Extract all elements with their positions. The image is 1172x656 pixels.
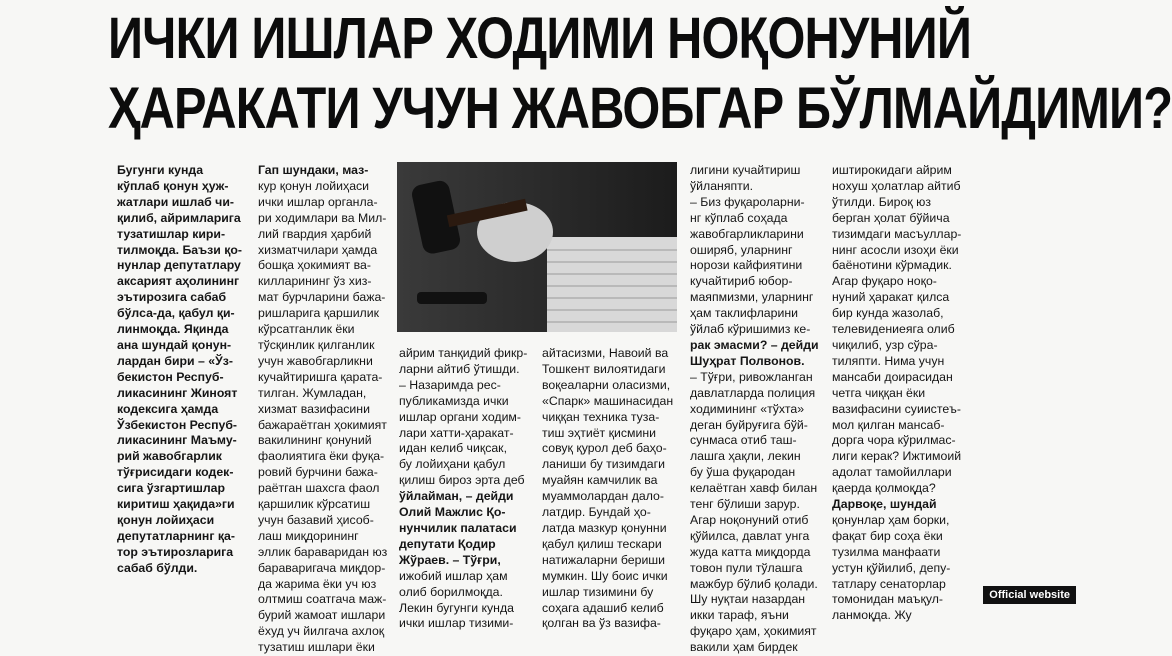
column-line: – Тўғри, ривожланган <box>690 369 813 384</box>
column-line: мажбур бўлиб қолади. <box>690 576 818 591</box>
column-line: латдир. Бундай ҳо- <box>542 505 651 520</box>
column-line: – Назаримда рес- <box>399 377 501 392</box>
column-line: чиққан техника тузa- <box>542 409 660 424</box>
column-line: мат бурчларини бажа- <box>258 290 386 305</box>
column-line: вакили ҳам бирдек <box>690 640 798 655</box>
column-line: бажараётган ҳокимият <box>258 417 387 432</box>
column-line: рий жавобгарлик <box>117 449 222 464</box>
column-line: бу ўша фуқародан <box>690 465 796 480</box>
column-line: идан келиб чиқсак, <box>399 441 507 456</box>
column-line: фаолиятига ёки фуқа- <box>258 449 385 464</box>
column-line: қўйилса, давлат унга <box>690 528 810 543</box>
column-line: тўғрисидаги кодек- <box>117 465 234 480</box>
column-line: Шу нуқтаи назардан <box>690 592 806 607</box>
column-line: Бугунги кунда <box>117 163 204 177</box>
column-line: икки тараф, яъни <box>690 608 789 623</box>
column-line: тўсқинлик қилганлик <box>258 337 375 352</box>
column-line: Ўзбекистон Респуб- <box>117 417 238 432</box>
column-line: ходимининг «тўхта» <box>690 401 805 416</box>
column-line: вакилининг қонуний <box>258 433 372 448</box>
column-line: ёхуд уч йилгача ахлоқ <box>258 624 385 639</box>
column-line: бараваригача миқдор- <box>258 560 386 575</box>
official-website-badge[interactable]: Official website <box>983 586 1076 604</box>
column-line: эътирозига сабаб <box>117 290 227 305</box>
column-line: телевидениеяга олиб <box>832 322 955 337</box>
column-line: бурий жамоат ишлари <box>258 608 386 623</box>
column-line: сунмаса отиб таш- <box>690 433 797 448</box>
column-line: латда мазкур қонунни <box>542 520 667 535</box>
column-line: жатлари ишлаб чи- <box>117 194 234 209</box>
column-line: кур қонун лойиҳаси <box>258 178 370 193</box>
column-line: муаммолардан дало- <box>542 489 664 504</box>
column-line: мансаби доирасидан <box>832 369 953 384</box>
column-line: киритиш ҳақида»ги <box>117 497 235 512</box>
column-line: ланмоқда. Жу <box>832 608 912 623</box>
column-line: кўрсатганлик ёки <box>258 322 355 337</box>
column-line: бўлса-да, қабул қи- <box>117 306 235 321</box>
column-line: ришларига қаршилик <box>258 306 379 321</box>
column-line: четга чиққан ёки <box>832 385 926 400</box>
column-line: фақат бир соҳа ёки <box>832 528 943 543</box>
headline-line-2: ҲАРАКАТИ УЧУН ЖАВОБГАР БЎЛМАЙДИМИ? <box>108 76 1172 141</box>
column-line: Лекин бугунги кунда <box>399 600 514 615</box>
column-line: жуда катта миқдорда <box>690 544 811 559</box>
column-line: оширяб, уларнинг <box>690 242 793 257</box>
column-line: бошқа ҳокимият ва- <box>258 258 371 273</box>
column-line: қилиб, айримларига <box>117 210 241 225</box>
column-line: аксарият аҳолининг <box>117 274 240 289</box>
column-line: қонунлар ҳам борки, <box>832 512 950 527</box>
column-line: Жўраев. – Тўғри, <box>399 552 501 567</box>
column-line: лиги керак? Ижтимоий <box>832 449 962 464</box>
column-line: нуний ҳаракат қилса <box>832 290 950 305</box>
column-line: ўйланяпти. <box>690 178 754 193</box>
column-line: тизимдаги масъуллар- <box>832 226 962 241</box>
column-line: бир кунда жазолаб, <box>832 306 944 321</box>
column-line: ноxуш ҳолатлар айтиб <box>832 178 961 193</box>
column-line: айтасизми, Навоий ва <box>542 346 669 360</box>
column-line: Шуҳрат Полвонов. <box>690 353 805 368</box>
column-line: нунчилик палатаси <box>399 520 517 535</box>
column-line: деган буйруғига бўй- <box>690 417 808 432</box>
column-line: «Спарк» машинасидан <box>542 393 674 408</box>
column-line: қабул қилиш тескари <box>542 536 662 551</box>
column-line: лари хатти-ҳаракат- <box>399 425 514 440</box>
column-line: сабаб бўлди. <box>117 560 198 575</box>
column-line: қонун лойиҳаси <box>117 512 215 527</box>
column-line: тузатишлар кири- <box>117 226 226 241</box>
column-line: бу лойиҳани қабул <box>399 457 506 472</box>
column-line: Гап шундаки, маз- <box>258 163 369 177</box>
column-line: вазифасини суиистеъ- <box>832 401 961 416</box>
column-line: тор эътирозларига <box>117 544 234 559</box>
column-line: лий гвардия ҳарбий <box>258 226 372 241</box>
column-line: лигини кучайтириш <box>690 163 801 177</box>
column-5 <box>690 163 824 655</box>
column-line: кўплаб қонун ҳуж- <box>117 178 229 193</box>
column-line: да жарима ёки уч юз <box>258 576 377 591</box>
column-line: тиляпти. Нима учун <box>832 353 945 368</box>
column-line: нг кўплаб соҳада <box>690 210 788 225</box>
column-line: татларy сенаторлар <box>832 576 946 591</box>
column-line: совуқ қурол деб баҳо- <box>542 441 667 456</box>
column-line: Агар фуқаро ноқо- <box>832 274 937 289</box>
column-line: ички ишлар органла- <box>258 194 378 209</box>
column-line: дорга чора кўрилмас- <box>832 433 956 448</box>
column-line: ана шундай қонун- <box>117 337 232 352</box>
column-line: ликасининг Жиноят <box>117 385 238 400</box>
column-line: – Биз фуқароларни- <box>690 194 805 209</box>
column-line: сига ўзгартишлар <box>117 481 226 496</box>
column-line: ровий бурчини бажа- <box>258 465 378 480</box>
column-line: натижаларни бериши <box>542 552 666 567</box>
column-line: тилган. Жумладан, <box>258 385 367 400</box>
column-line: кучайтиришга қарата- <box>258 369 383 384</box>
column-line: тиш эҳтиёт қисмини <box>542 425 656 440</box>
column-line: чиқилиб, узр сўра- <box>832 337 938 352</box>
column-line: томонидан маъқул- <box>832 592 944 607</box>
column-line: рак эмасми? – дейди <box>690 337 819 352</box>
column-line: товон пули тўлашга <box>690 560 803 575</box>
column-line: ўйлайман, – дейди <box>399 489 514 504</box>
column-line: ларни айтиб ўтишди. <box>399 361 520 376</box>
column-line: Тошкент вилоятидаги <box>542 361 666 376</box>
column-line: ликасининг Маъму- <box>117 433 237 448</box>
column-line: қаерда қолмоқда? <box>832 481 936 496</box>
column-line: учун базавий ҳисоб- <box>258 512 374 527</box>
column-line: раётган шахсга фаол <box>258 481 380 496</box>
column-line: лардан бири – «Ўз- <box>117 353 233 368</box>
column-line: олтмиш соатгача маж- <box>258 592 387 607</box>
headline <box>108 4 1172 144</box>
column-line: лашга ҳақли, лекин <box>690 449 801 464</box>
column-line: кучайтириб юбор- <box>690 274 793 289</box>
column-line: Дарвоқе, шундай <box>832 497 937 512</box>
column-line: линмоқда. Яқинда <box>117 322 229 337</box>
column-line: кодексига ҳамда <box>117 401 219 416</box>
column-line: қаршилик кўрсатиш <box>258 497 371 512</box>
column-1 <box>117 163 242 575</box>
column-line: лаш миқдорининг <box>258 528 359 543</box>
column-line: бекистон Респуб- <box>117 369 224 384</box>
column-line: нунлар депутатлару <box>117 258 241 273</box>
column-3 <box>399 346 535 631</box>
column-line: иштирокидаги айрим <box>832 163 952 177</box>
gavel-icon <box>397 162 677 332</box>
column-line: келаётган хавф билан <box>690 481 818 496</box>
column-line: давлатларда полиция <box>690 385 816 400</box>
column-4 <box>542 346 678 631</box>
column-line: учун жавобгарликни <box>258 353 373 368</box>
column-line: Олий Мажлис Қо- <box>399 505 506 520</box>
column-line: ишлар органи ходим- <box>399 409 521 424</box>
column-line: ишлар тизимини бу <box>542 584 654 599</box>
headline-line-1: ИЧКИ ИШЛАР ХОДИМИ НОҚОНУНИЙ <box>108 6 972 71</box>
column-line: ижобий ишлар ҳам <box>399 568 508 583</box>
column-line: депутатларнинг қа- <box>117 528 235 543</box>
column-line: публикамизда ички <box>399 393 509 408</box>
column-line: тенг бўлиши зарур. <box>690 497 800 512</box>
column-line: олиб борилмоқда. <box>399 584 503 599</box>
column-line: норози кайфиятини <box>690 258 803 273</box>
column-line: тузилма манфаати <box>832 544 941 559</box>
column-line: воқеаларни оласизми, <box>542 377 671 392</box>
column-line: қолган ва ўз вазифа- <box>542 616 661 631</box>
column-6 <box>832 163 970 623</box>
column-line: ички ишлар тизими- <box>399 616 514 631</box>
column-line: хизмат вазифасини <box>258 401 370 416</box>
column-line: тузатиш ишлари ёки <box>258 640 375 655</box>
column-line: ўйлаб кўришимиз ке- <box>690 322 811 337</box>
column-line: мумкин. Шу боис ички <box>542 568 668 583</box>
column-line: баёнотини кўрмадик. <box>832 258 952 273</box>
column-line: жавобгарликларини <box>690 226 804 241</box>
column-line: килларининг ўз хиз- <box>258 274 372 289</box>
column-2 <box>258 163 394 655</box>
column-line: маяпмизми, уларнинг <box>690 290 814 305</box>
column-line: соҳага адашиб келиб <box>542 600 664 615</box>
column-line: эллик бараваридан юз <box>258 544 388 559</box>
column-line: Агар ноқонуний отиб <box>690 512 809 527</box>
column-line: ҳам таклифларини <box>690 306 798 321</box>
column-line: ри ходимлари ва Мил- <box>258 210 387 225</box>
column-line: айрим танқидий фикр- <box>399 346 528 360</box>
column-line: ланиши бу тизимдаги <box>542 457 665 472</box>
column-line: берган ҳолат бўйича <box>832 210 950 225</box>
column-line: қилиш бироз эрта деб <box>399 473 525 488</box>
column-line: адолат тамойиллари <box>832 465 952 480</box>
column-line: ўтилди. Бироқ юз <box>832 194 931 209</box>
column-line: устун қўйилиб, депу- <box>832 560 951 575</box>
column-line: депутати Қодир <box>399 536 496 551</box>
article-photo <box>397 162 677 332</box>
column-line: мол қилган мансаб- <box>832 417 945 432</box>
column-line: нинг асосли изоҳи ёки <box>832 242 959 257</box>
column-line: муайян камчилик ва <box>542 473 658 488</box>
column-line: хизматчилари ҳамда <box>258 242 378 257</box>
column-line: тилмоқда. Баъзи қо- <box>117 242 242 257</box>
column-line: фуқаро ҳам, ҳокимият <box>690 624 817 639</box>
